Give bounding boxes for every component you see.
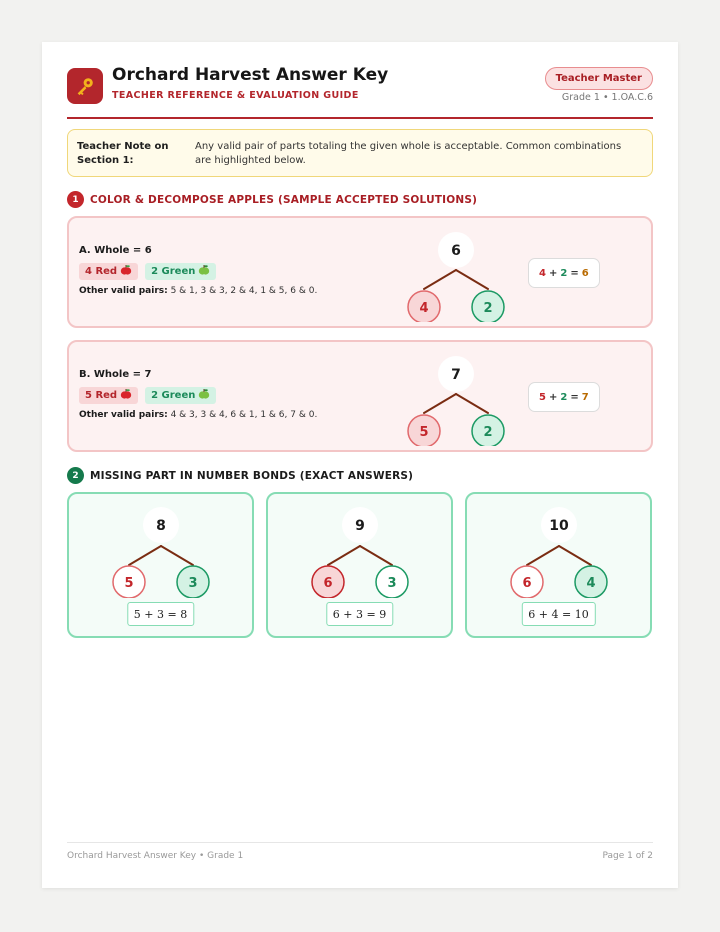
right-part-value: 3 — [387, 576, 397, 591]
other-valid-pairs — [79, 286, 317, 296]
page-title: Orchard Harvest Answer Key — [112, 65, 389, 85]
number-bond-diagram — [99, 502, 223, 598]
green-chip-label: 2 Green — [151, 390, 196, 401]
part-b-card — [67, 340, 653, 452]
other-pairs-list: 4 & 3, 3 & 4, 6 & 1, 1 & 6, 7 & 0. — [170, 410, 318, 420]
whole-value: 9 — [355, 518, 365, 534]
section-2-title: MISSING PART IN NUMBER BONDS (EXACT ANSWERS) — [90, 469, 414, 482]
header-divider — [67, 117, 653, 119]
answer-part-value: 4 — [586, 576, 596, 591]
answer-part-value: 3 — [188, 576, 198, 591]
missing-part-card-1 — [67, 492, 254, 638]
equation-box: 4 + 2 = 6 — [528, 258, 600, 288]
bond-equation: 5 + 3 = 8 — [127, 602, 194, 626]
section-2-number: 2 — [67, 467, 84, 484]
red-apples-chip — [79, 263, 138, 280]
section-1-number: 1 — [67, 191, 84, 208]
footer-title: Orchard Harvest Answer Key • Grade 1 — [67, 851, 244, 861]
red-apple-icon — [120, 388, 132, 403]
key-icon — [67, 68, 103, 104]
green-apples-chip — [145, 387, 216, 404]
number-bond-diagram — [298, 502, 422, 598]
section-1-title: COLOR & DECOMPOSE APPLES (SAMPLE ACCEPTED SOLUTIONS) — [90, 193, 478, 206]
left-part-value: 4 — [419, 301, 429, 316]
other-valid-pairs — [79, 410, 317, 420]
part-a-card — [67, 216, 653, 328]
footer-divider — [67, 842, 653, 843]
missing-part-card-3 — [465, 492, 652, 638]
right-part-value: 2 — [483, 301, 493, 316]
equation-box: 5 + 2 = 7 — [528, 382, 600, 412]
section-2-heading — [67, 467, 413, 484]
bond-equation: 6 + 3 = 9 — [326, 602, 393, 626]
whole-value: 8 — [156, 518, 166, 534]
left-part-value: 5 — [419, 425, 429, 440]
whole-value: 7 — [451, 367, 461, 383]
part-b-title: B. Whole = 7 — [79, 369, 152, 380]
page-number: Page 1 of 2 — [602, 851, 653, 861]
green-apple-icon — [198, 388, 210, 403]
teacher-note-label: Teacher Note on Section 1: — [77, 141, 169, 166]
answer-key-page — [42, 42, 678, 888]
green-chip-label: 2 Green — [151, 266, 196, 277]
teacher-note-text: Any valid pair of parts totaling the given whole is acceptable. Common combinations are highlighted below. — [195, 141, 622, 166]
other-pairs-label: Other valid pairs: — [79, 286, 168, 296]
green-apple-icon — [198, 264, 210, 279]
number-bond-diagram — [497, 502, 621, 598]
whole-value: 10 — [549, 518, 569, 534]
bond-equation: 6 + 4 = 10 — [521, 602, 595, 626]
right-part-value: 2 — [483, 425, 493, 440]
number-bond-diagram — [399, 350, 509, 446]
left-part-value: 6 — [522, 576, 532, 591]
page-subtitle: TEACHER REFERENCE & EVALUATION GUIDE — [112, 90, 359, 101]
missing-part-card-2 — [266, 492, 453, 638]
whole-value: 6 — [451, 243, 461, 259]
left-part-value: 5 — [124, 576, 134, 591]
red-apples-chip — [79, 387, 138, 404]
part-a-title: A. Whole = 6 — [79, 245, 152, 256]
red-apple-icon — [120, 264, 132, 279]
teacher-note — [67, 129, 653, 177]
answer-part-value: 6 — [323, 576, 333, 591]
other-pairs-label: Other valid pairs: — [79, 410, 168, 420]
teacher-master-badge: Teacher Master — [545, 67, 653, 90]
number-bond-diagram — [399, 226, 509, 322]
red-chip-label: 5 Red — [85, 390, 118, 401]
section-1-heading — [67, 191, 477, 208]
other-pairs-list: 5 & 1, 3 & 3, 2 & 4, 1 & 5, 6 & 0. — [170, 286, 318, 296]
red-chip-label: 4 Red — [85, 266, 118, 277]
grade-standard-code: Grade 1 • 1.OA.C.6 — [561, 92, 653, 103]
green-apples-chip — [145, 263, 216, 280]
